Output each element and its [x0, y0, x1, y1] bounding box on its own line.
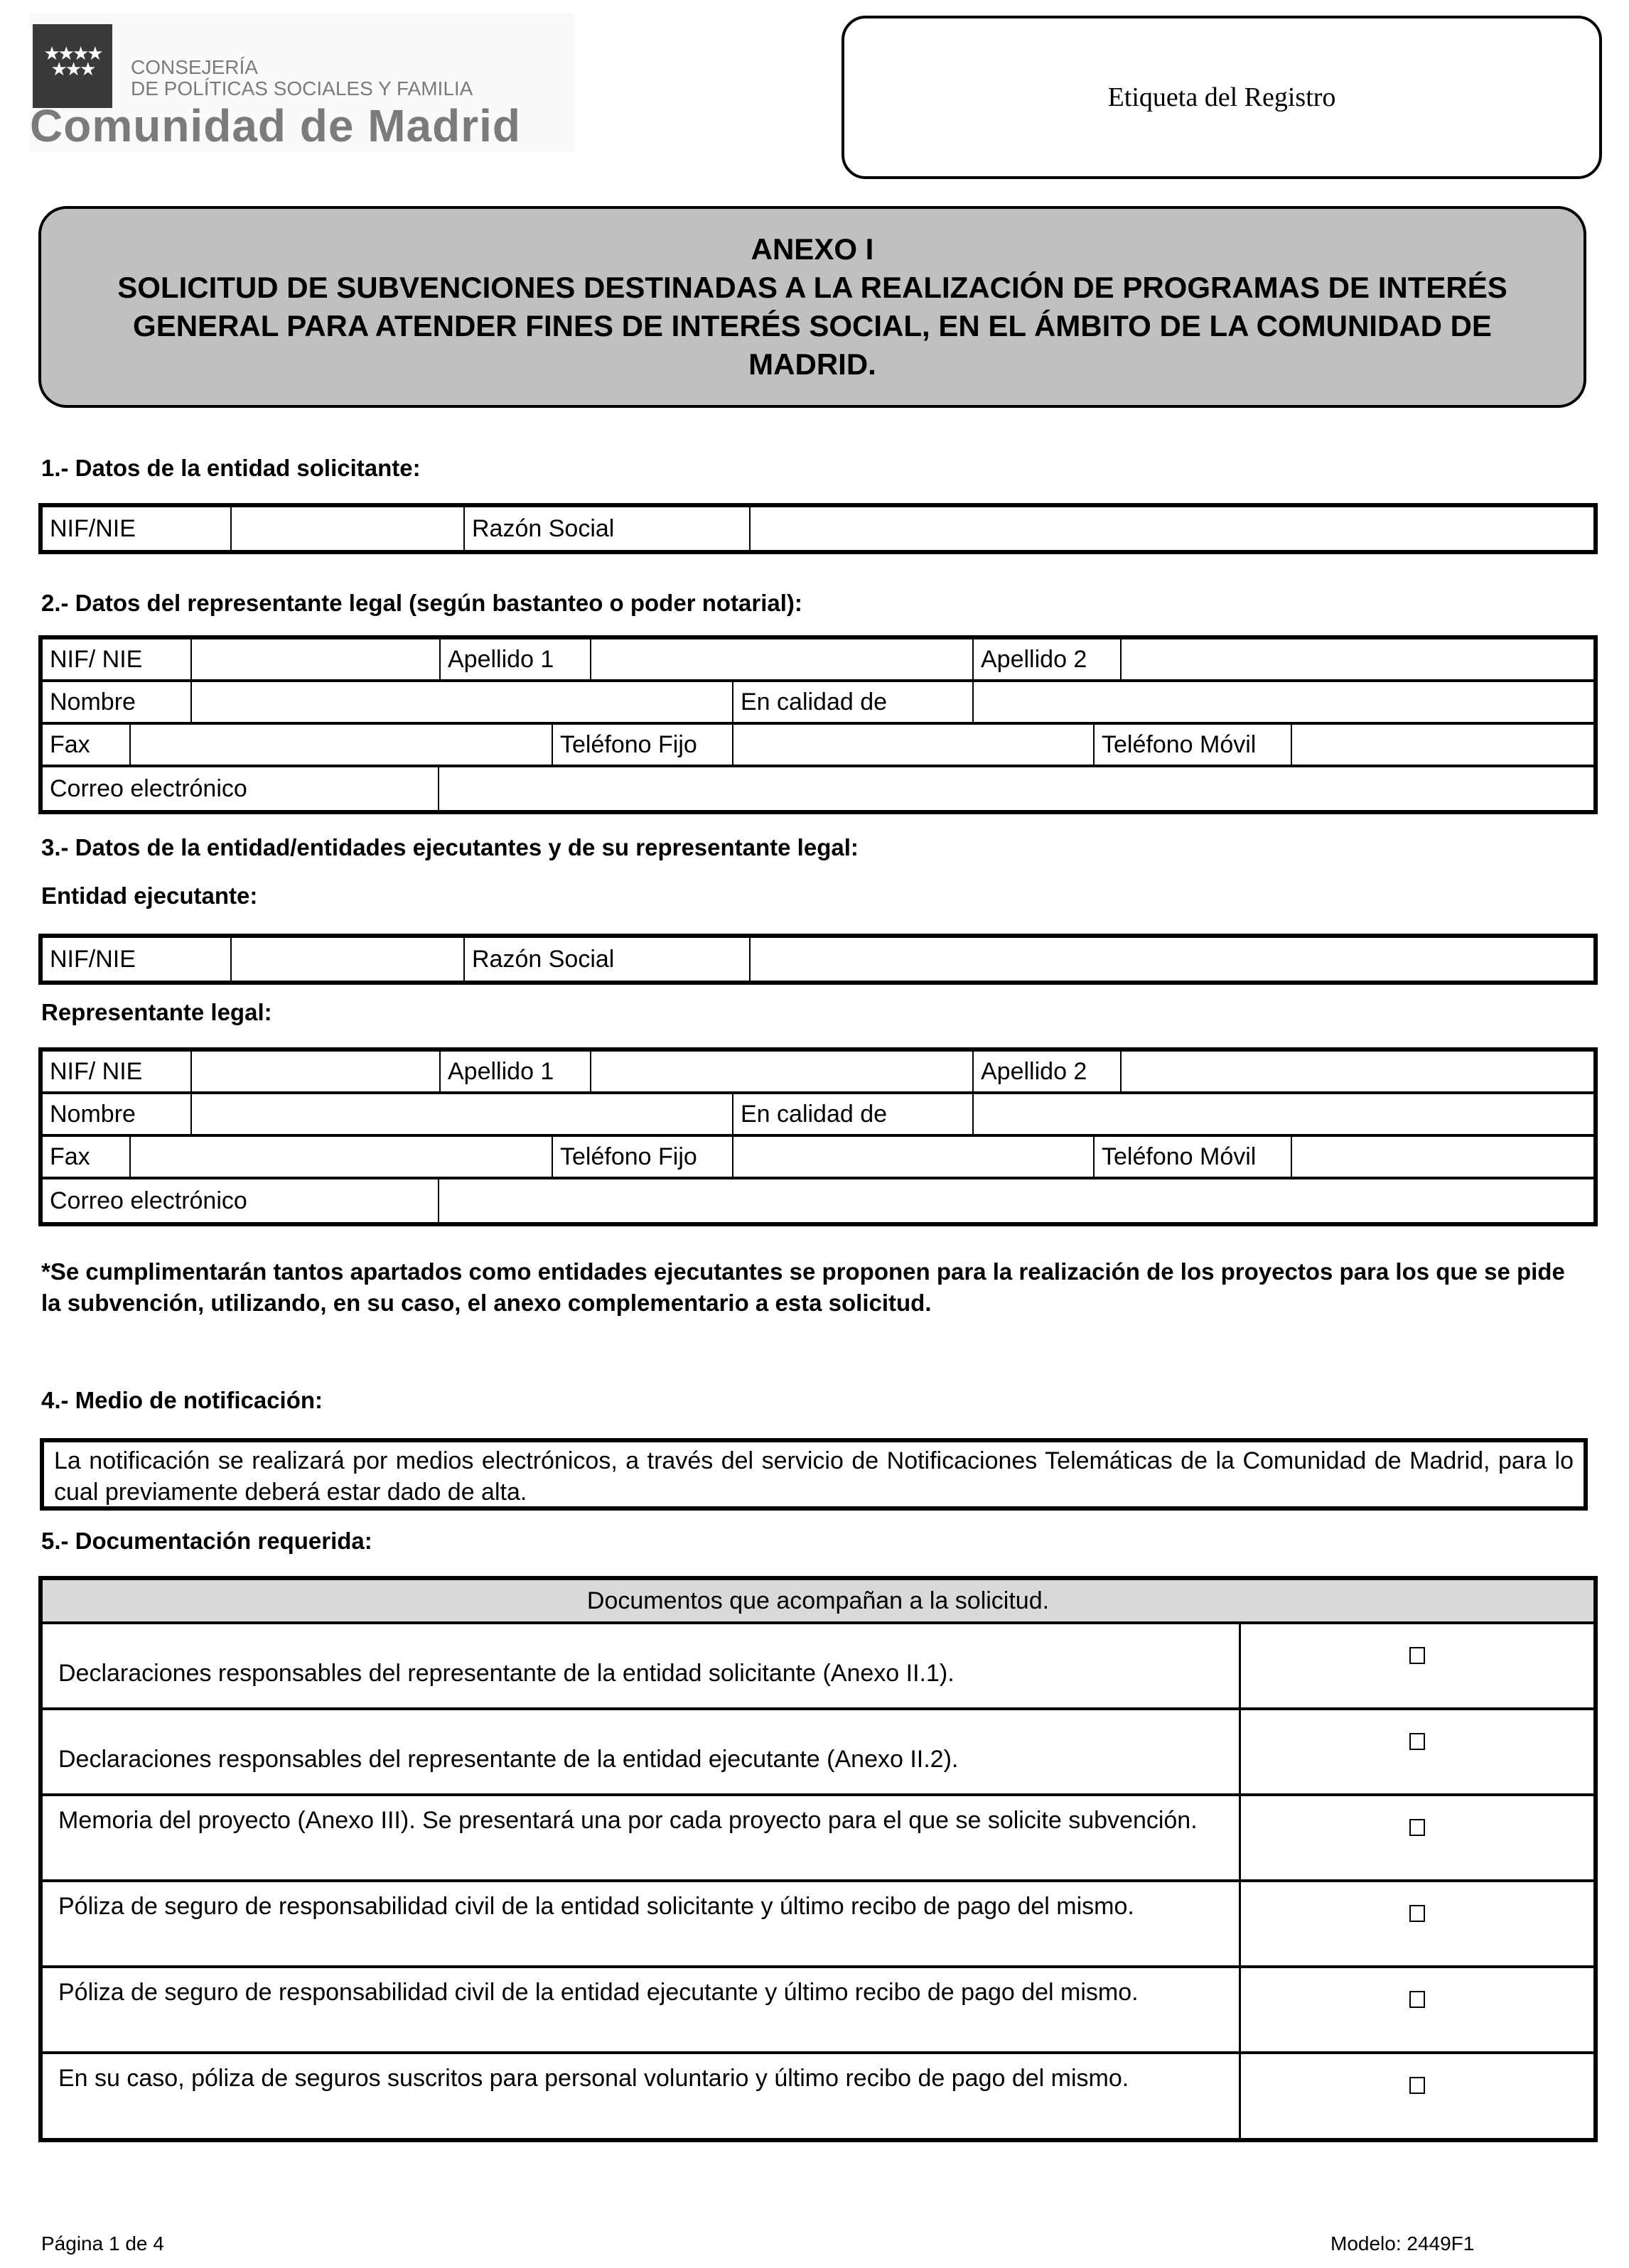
comunidad-de-madrid-logo [30, 13, 574, 152]
title-banner [38, 206, 1586, 408]
exec-telefono-fijo-field[interactable] [733, 1137, 1095, 1177]
exec-apellido1-label: Apellido 1 [441, 1052, 591, 1091]
exec-correo-label: Correo electrónico [43, 1179, 439, 1222]
document-text: Declaraciones responsables del representante de la entidad solicitante (Anexo II.1). [43, 1624, 1241, 1707]
notification-method-text: La notificación se realizará por medios electrónicos, a través del servicio de Notificaciones Telemáticas de la Comunidad de Madrid, para lo cual previamente deberá estar dado de alta. [40, 1438, 1588, 1511]
telefono-fijo-field[interactable] [733, 725, 1095, 765]
exec-representative-table [38, 1047, 1598, 1226]
exec-apellido2-field[interactable] [1122, 1052, 1593, 1091]
document-checkbox[interactable] [1409, 1819, 1425, 1836]
en-calidad-de-field[interactable] [974, 682, 1593, 722]
form-title: SOLICITUD DE SUBVENCIONES DESTINADAS A LA REALIZACIÓN DE PROGRAMAS DE INTERÉS GENERAL PARA ATENDER FINES DE INTERÉS SOCIAL, EN EL ÁMBITO DE LA COMUNIDAD DE MADRID. [117, 271, 1507, 381]
exec-telefono-movil-label: Teléfono Móvil [1095, 1137, 1292, 1177]
nif-label: NIF/NIE [43, 507, 232, 550]
legal-representative-table [38, 635, 1598, 814]
fax-field[interactable] [131, 725, 553, 765]
logo-dept-line1: CONSEJERÍA [131, 56, 258, 78]
document-row [43, 1710, 1593, 1796]
section1-heading: 1.- Datos de la entidad solicitante: [41, 455, 421, 481]
apellido2-field[interactable] [1122, 639, 1593, 679]
correo-field[interactable] [439, 767, 1593, 810]
exec-telefono-fijo-label: Teléfono Fijo [553, 1137, 733, 1177]
logo-department [131, 57, 473, 99]
document-row [43, 1624, 1593, 1710]
model-number: Modelo: 2449F1 [1330, 2232, 1475, 2254]
exec-nombre-label: Nombre [43, 1094, 192, 1134]
telefono-fijo-label: Teléfono Fijo [553, 725, 733, 765]
section5-heading: 5.- Documentación requerida: [41, 1528, 372, 1554]
exec-rep-nif-label: NIF/ NIE [43, 1052, 192, 1091]
razon-social-label: Razón Social [465, 507, 751, 550]
exec-razon-social-field[interactable] [751, 938, 1593, 981]
exec-fax-field[interactable] [131, 1137, 553, 1177]
document-checkbox[interactable] [1409, 1647, 1425, 1664]
registry-label: Etiqueta del Registro [1107, 82, 1336, 112]
document-checkbox[interactable] [1409, 1905, 1425, 1922]
exec-telefono-movil-field[interactable] [1292, 1137, 1593, 1177]
rep-nif-field[interactable] [192, 639, 441, 679]
document-text: Declaraciones responsables del representante de la entidad ejecutante (Anexo II.2). [43, 1710, 1241, 1793]
rep-nif-label: NIF/ NIE [43, 639, 192, 679]
apellido1-label: Apellido 1 [441, 639, 591, 679]
section4-heading: 4.- Medio de notificación: [41, 1387, 323, 1413]
executing-entity-subheading: Entidad ejecutante: [41, 882, 258, 909]
exec-rep-nif-field[interactable] [192, 1052, 441, 1091]
exec-en-calidad-de-field[interactable] [974, 1094, 1593, 1134]
required-documents-table [38, 1576, 1598, 2142]
apellido1-field[interactable] [591, 639, 974, 679]
exec-fax-label: Fax [43, 1137, 131, 1177]
logo-dept-line2: DE POLÍTICAS SOCIALES Y FAMILIA [131, 77, 473, 99]
section3-heading: 3.- Datos de la entidad/entidades ejecutantes y de su representante legal: [41, 834, 859, 860]
executing-entity-table [38, 934, 1598, 985]
document-row [43, 1882, 1593, 1968]
document-text: En su caso, póliza de seguros suscritos para personal voluntario y último recibo de pago del mismo. [43, 2054, 1241, 2138]
registry-stamp-box [842, 16, 1602, 179]
document-text: Memoria del proyecto (Anexo III). Se presentará una por cada proyecto para el que se solicite subvención. [43, 1796, 1241, 1879]
logo-mark [33, 24, 112, 108]
telefono-movil-label: Teléfono Móvil [1095, 725, 1292, 765]
section2-heading: 2.- Datos del representante legal (según bastanteo o poder notarial): [41, 590, 802, 616]
exec-nif-field[interactable] [232, 938, 465, 981]
en-calidad-de-label: En calidad de [733, 682, 974, 722]
document-checkbox[interactable] [1409, 1733, 1425, 1750]
fax-label: Fax [43, 725, 131, 765]
applicant-entity-table [38, 503, 1598, 554]
document-row [43, 1796, 1593, 1882]
exec-representative-subheading: Representante legal: [41, 999, 272, 1025]
exec-nif-label: NIF/NIE [43, 938, 232, 981]
document-checkbox[interactable] [1409, 1991, 1425, 2008]
exec-correo-field[interactable] [439, 1179, 1593, 1222]
annex-title: ANEXO I [751, 232, 874, 266]
exec-apellido1-field[interactable] [591, 1052, 974, 1091]
executing-entities-note: *Se cumplimentarán tantos apartados como entidades ejecutantes se proponen para la realización de los proyectos para los que se pide la subvención, utilizando, en su caso, el anexo complementario a esta solicitud. [41, 1258, 1565, 1316]
exec-nombre-field[interactable] [192, 1094, 733, 1134]
telefono-movil-field[interactable] [1292, 725, 1593, 765]
nombre-field[interactable] [192, 682, 733, 722]
exec-razon-social-label: Razón Social [465, 938, 751, 981]
page-number: Página 1 de 4 [41, 2232, 164, 2254]
document-text: Póliza de seguro de responsabilidad civil de la entidad ejecutante y último recibo de pago del mismo. [43, 1968, 1241, 2051]
exec-apellido2-label: Apellido 2 [974, 1052, 1122, 1091]
nif-field[interactable] [232, 507, 465, 550]
apellido2-label: Apellido 2 [974, 639, 1122, 679]
document-text: Póliza de seguro de responsabilidad civil de la entidad solicitante y último recibo de pago del mismo. [43, 1882, 1241, 1965]
nombre-label: Nombre [43, 682, 192, 722]
documents-table-header: Documentos que acompañan a la solicitud. [43, 1580, 1593, 1624]
correo-label: Correo electrónico [43, 767, 439, 810]
document-row [43, 1968, 1593, 2054]
logo-org-name: Comunidad de Madrid [30, 100, 521, 151]
document-row [43, 2054, 1593, 2138]
exec-en-calidad-de-label: En calidad de [733, 1094, 974, 1134]
stars-icon: ★★★★ ★★★ [43, 43, 102, 80]
document-checkbox[interactable] [1409, 2077, 1425, 2094]
razon-social-field[interactable] [751, 507, 1593, 550]
